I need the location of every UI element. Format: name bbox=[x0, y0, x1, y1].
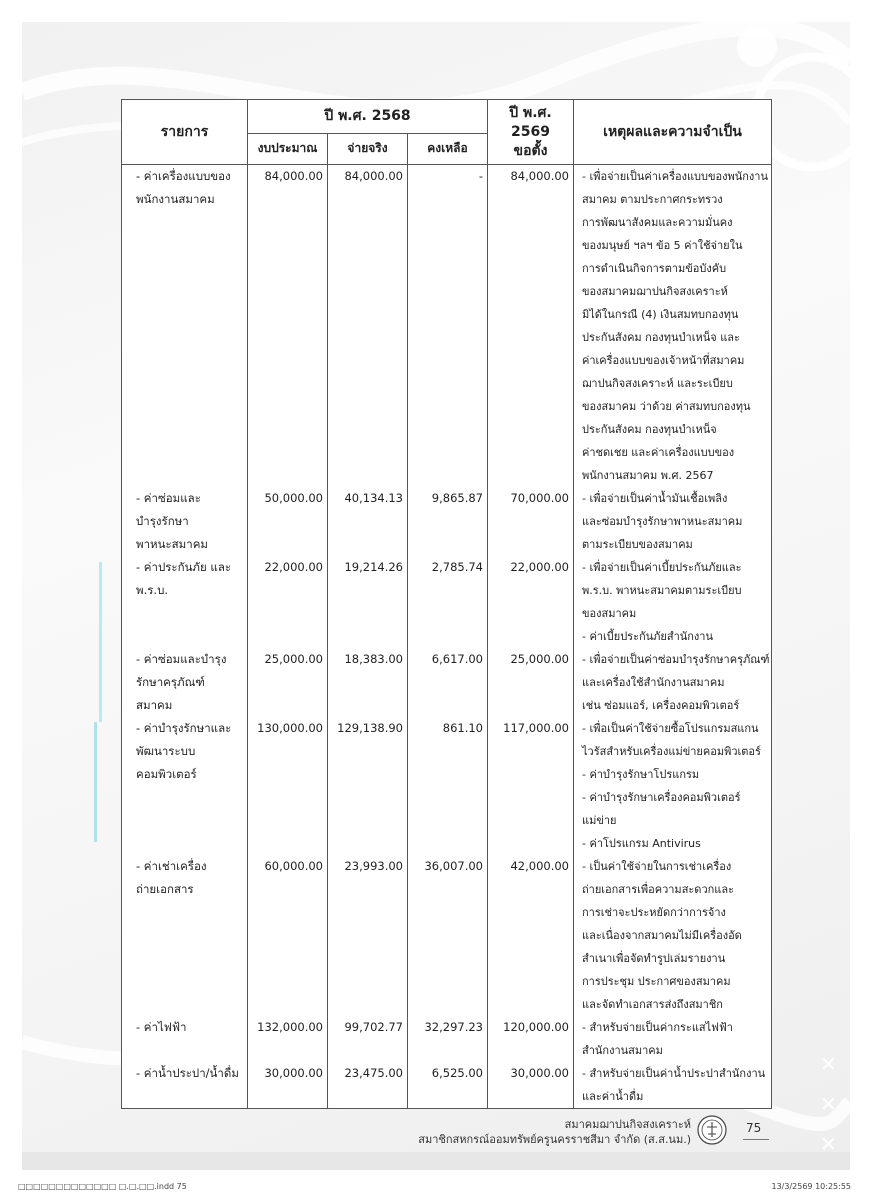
reason-line: สำนักงานสมาคม bbox=[582, 1044, 663, 1057]
header-year-2568: ปี พ.ศ. 2568 bbox=[248, 100, 488, 134]
actual-value: 40,134.13 bbox=[344, 491, 403, 505]
reason-line: - สำหรับจ่ายเป็นค่ากระแสไฟฟ้า bbox=[582, 1021, 733, 1034]
reason-line: การดำเนินกิจการตามข้อบังคับ bbox=[582, 262, 727, 275]
budget-value: 130,000.00 bbox=[257, 721, 323, 735]
item-line: พนักงานสมาคม bbox=[136, 192, 215, 206]
item-line: พาหนะสมาคม bbox=[136, 537, 208, 551]
budget-value: 25,000.00 bbox=[264, 652, 323, 666]
footer-org-line1: สมาคมฌาปนกิจสงเคราะห์ bbox=[564, 1118, 691, 1131]
actual-value: 18,383.00 bbox=[344, 652, 403, 666]
reason-line: มิได้ในกรณี (4) เงินสมทบกองทุน bbox=[582, 308, 739, 321]
actual-value: 19,214.26 bbox=[344, 560, 403, 574]
header-proposed-label: ขอตั้ง bbox=[513, 143, 548, 159]
reason-line: ของสมาคม ว่าด้วย ค่าสมทบกองทุน bbox=[582, 400, 751, 413]
proposed-value: 120,000.00 bbox=[503, 1020, 569, 1034]
reason-line: - ค่าโปรแกรม Antivirus bbox=[582, 837, 701, 850]
reason-line: และจัดทำเอกสารส่งถึงสมาชิก bbox=[582, 998, 723, 1011]
remaining-value: - bbox=[478, 169, 483, 183]
item-line: คอมพิวเตอร์ bbox=[136, 767, 197, 781]
reason-line: - ค่าบำรุงรักษาโปรแกรม bbox=[582, 768, 700, 781]
reason-line: ค่าเครื่องแบบของเจ้าหน้าที่สมาคม bbox=[582, 354, 745, 367]
item-line: - ค่าน้ำประปา/น้ำดื่ม bbox=[136, 1066, 239, 1080]
reason-line: และเนื่องจากสมาคมไม่มีเครื่องอัด bbox=[582, 929, 742, 942]
reason-line: ของสมาคม bbox=[582, 607, 637, 620]
print-slug-file: □□□□□□□□□□□□□ □.□.□□.indd 75 bbox=[18, 1182, 187, 1191]
proposed-value: 25,000.00 bbox=[510, 652, 569, 666]
reason-line: แม่ข่าย bbox=[582, 814, 617, 827]
reason-line: การเช่าจะประหยัดกว่าการจ้าง bbox=[582, 906, 726, 919]
proposed-column bbox=[488, 165, 574, 1109]
reason-line: - ค่าเบี้ยประกันภัยสำนักงาน bbox=[582, 630, 714, 643]
item-cell bbox=[122, 648, 247, 717]
budget-column bbox=[248, 165, 328, 1109]
cross-icon: ✕ bbox=[820, 1132, 837, 1156]
remaining-value: 6,617.00 bbox=[431, 652, 483, 666]
proposed-value: 117,000.00 bbox=[503, 721, 569, 735]
actual-value: 23,993.00 bbox=[344, 859, 403, 873]
reason-line: และค่าน้ำดื่ม bbox=[582, 1090, 644, 1103]
budget-value: 50,000.00 bbox=[264, 491, 323, 505]
actual-value: 99,702.77 bbox=[344, 1020, 403, 1034]
remaining-value: 9,865.87 bbox=[431, 491, 483, 505]
header-year-2569 bbox=[488, 100, 574, 165]
budget-value: 60,000.00 bbox=[264, 859, 323, 873]
reason-column bbox=[574, 165, 772, 1109]
item-column bbox=[122, 165, 248, 1109]
item-line: ถ่ายเอกสาร bbox=[136, 882, 194, 896]
reason-line: พนักงานสมาคม พ.ศ. 2567 bbox=[582, 469, 714, 482]
reason-cell bbox=[574, 556, 771, 648]
item-line: สมาคม bbox=[136, 698, 173, 712]
item-cell bbox=[122, 1016, 247, 1062]
reason-cell bbox=[574, 1016, 771, 1062]
page-number-underline bbox=[743, 1139, 769, 1140]
reason-line: สำเนาเพื่อจัดทำรูปเล่มรายงาน bbox=[582, 952, 726, 965]
reason-cell bbox=[574, 165, 771, 487]
header-year-2569-label: ปี พ.ศ. 2569 bbox=[509, 105, 552, 140]
budget-value: 30,000.00 bbox=[264, 1066, 323, 1080]
cross-icon: ✕ bbox=[820, 1092, 837, 1116]
reason-cell bbox=[574, 1062, 771, 1108]
header-actual: จ่ายจริง bbox=[328, 133, 408, 164]
budget-table bbox=[121, 99, 772, 1109]
footer-org-line2: สมาชิกสหกรณ์ออมทรัพย์ครูนครราชสีมา จำกัด (ส.ส.นม.) bbox=[418, 1133, 691, 1146]
item-cell bbox=[122, 487, 247, 556]
reason-line: ประกันสังคม กองทุนบำเหน็จ bbox=[582, 423, 717, 436]
item-line: บำรุงรักษา bbox=[136, 514, 189, 528]
footer-organization bbox=[418, 1117, 691, 1147]
reason-line: - เพื่อจ่ายเป็นค่าน้ำมันเชื้อเพลิง bbox=[582, 492, 728, 505]
actual-column bbox=[328, 165, 408, 1109]
actual-value: 23,475.00 bbox=[344, 1066, 403, 1080]
remaining-value: 861.10 bbox=[442, 721, 483, 735]
reason-line: การประชุม ประกาศของสมาคม bbox=[582, 975, 731, 988]
proposed-value: 22,000.00 bbox=[510, 560, 569, 574]
header-item: รายการ bbox=[122, 100, 248, 165]
page-number: 75 bbox=[746, 1121, 762, 1135]
item-line: - ค่าเช่าเครื่อง bbox=[136, 859, 207, 873]
reason-cell bbox=[574, 487, 771, 556]
item-cell bbox=[122, 165, 247, 487]
actual-value: 129,138.90 bbox=[337, 721, 403, 735]
budget-value: 22,000.00 bbox=[264, 560, 323, 574]
proposed-value: 42,000.00 bbox=[510, 859, 569, 873]
reason-line: - เป็นค่าใช้จ่ายในการเช่าเครื่อง bbox=[582, 860, 732, 873]
header-budget: งบประมาณ bbox=[248, 133, 328, 164]
cross-icon: ✕ bbox=[820, 1052, 837, 1076]
print-slug-datetime: 13/3/2569 10:25:55 bbox=[771, 1182, 851, 1191]
reason-line: - เพื่อเป็นค่าใช้จ่ายซื้อโปรแกรมสแกน bbox=[582, 722, 759, 735]
reason-line: และเครื่องใช้สำนักงานสมาคม bbox=[582, 676, 725, 689]
item-line: พ.ร.บ. bbox=[136, 583, 169, 597]
item-line: - ค่าเครื่องแบบของ bbox=[136, 169, 231, 183]
reason-line: การพัฒนาสังคมและความมั่นคง bbox=[582, 216, 733, 229]
reason-line: ประกันสังคม กองทุนบำเหน็จ และ bbox=[582, 331, 740, 344]
remaining-value: 36,007.00 bbox=[424, 859, 483, 873]
reason-line: ไวรัสสำหรับเครื่องแม่ข่ายคอมพิวเตอร์ bbox=[582, 745, 761, 758]
item-line: พัฒนาระบบ bbox=[136, 744, 196, 758]
reason-line: สมาคม ตามประกาศกระทรวง bbox=[582, 193, 723, 206]
header-reason: เหตุผลและความจำเป็น bbox=[574, 100, 772, 165]
item-cell bbox=[122, 1062, 247, 1108]
item-line: - ค่าไฟฟ้า bbox=[136, 1020, 187, 1034]
item-line: - ค่าซ่อมและ bbox=[136, 491, 201, 505]
reason-line: - เพื่อจ่ายเป็นค่าเบี้ยประกันภัยและ bbox=[582, 561, 742, 574]
budget-value: 132,000.00 bbox=[257, 1020, 323, 1034]
header-remaining: คงเหลือ bbox=[408, 133, 488, 164]
reason-cell bbox=[574, 855, 771, 1016]
reason-line: ของสมาคมฌาปนกิจสงเคราะห์ bbox=[582, 285, 728, 298]
proposed-value: 70,000.00 bbox=[510, 491, 569, 505]
reason-line: - เพื่อจ่ายเป็นค่าซ่อมบำรุงรักษาครุภัณฑ์ bbox=[582, 653, 770, 666]
item-line: - ค่าซ่อมและบำรุง bbox=[136, 652, 227, 666]
item-cell bbox=[122, 855, 247, 1016]
reason-line: - ค่าบำรุงรักษาเครื่องคอมพิวเตอร์ bbox=[582, 791, 741, 804]
reason-line: ถ่ายเอกสารเพื่อความสะดวกและ bbox=[582, 883, 735, 896]
reason-cell bbox=[574, 648, 771, 717]
actual-value: 84,000.00 bbox=[344, 169, 403, 183]
association-seal-icon bbox=[697, 1115, 727, 1145]
item-line: - ค่าประกันภัย และ bbox=[136, 560, 232, 574]
item-line: - ค่าบำรุงรักษาและ bbox=[136, 721, 232, 735]
reason-line: ของมนุษย์ ฯลฯ ข้อ 5 ค่าใช้จ่ายใน bbox=[582, 239, 743, 252]
reason-line: - เพื่อจ่ายเป็นค่าเครื่องแบบของพนักงาน bbox=[582, 170, 769, 183]
item-cell bbox=[122, 556, 247, 648]
proposed-value: 30,000.00 bbox=[510, 1066, 569, 1080]
remaining-value: 32,297.23 bbox=[424, 1020, 483, 1034]
reason-line: ฌาปนกิจสงเคราะห์ และระเบียบ bbox=[582, 377, 733, 390]
proposed-value: 84,000.00 bbox=[510, 169, 569, 183]
reason-line: - สำหรับจ่ายเป็นค่าน้ำประปาสำนักงาน bbox=[582, 1067, 766, 1080]
reason-line: พ.ร.บ. พาหนะสมาคมตามระเบียบ bbox=[582, 584, 742, 597]
budget-value: 84,000.00 bbox=[264, 169, 323, 183]
reason-cell bbox=[574, 717, 771, 855]
reason-line: ตามระเบียบของสมาคม bbox=[582, 538, 693, 551]
remaining-value: 6,525.00 bbox=[431, 1066, 483, 1080]
remaining-column bbox=[408, 165, 488, 1109]
reason-line: ค่าชดเชย และค่าเครื่องแบบของ bbox=[582, 446, 735, 459]
remaining-value: 2,785.74 bbox=[431, 560, 483, 574]
item-line: รักษาครุภัณฑ์ bbox=[136, 675, 205, 689]
reason-line: และซ่อมบำรุงรักษาพาหนะสมาคม bbox=[582, 515, 743, 528]
item-cell bbox=[122, 717, 247, 855]
reason-line: เช่น ซ่อมแอร์, เครื่องคอมพิวเตอร์ bbox=[582, 699, 740, 712]
